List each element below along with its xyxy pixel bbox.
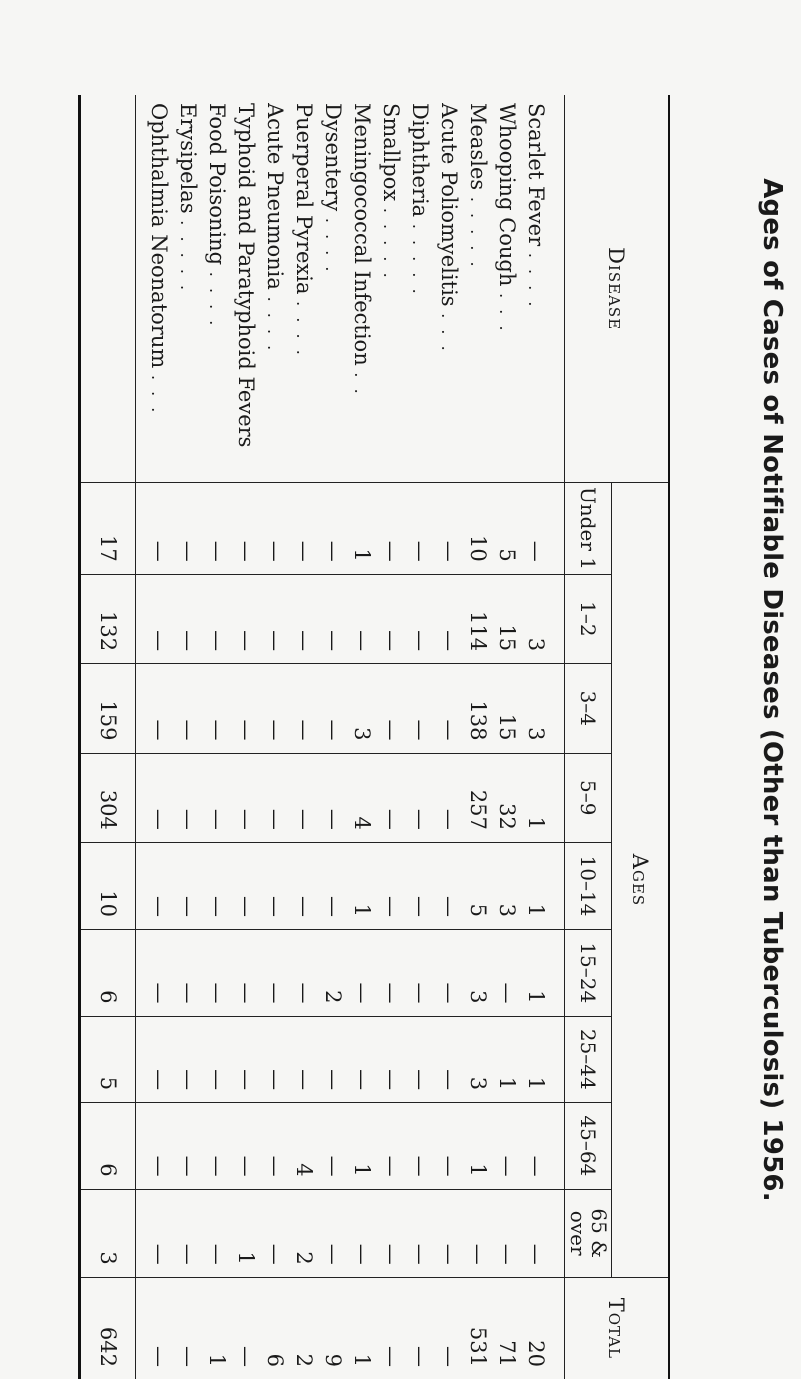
case-count-cell: — (437, 630, 461, 652)
case-count-cell: 1 (466, 1163, 490, 1177)
case-count-cell: — (379, 1069, 403, 1091)
grand-total: 642 (80, 1277, 136, 1379)
case-count-cell: — (234, 896, 258, 917)
age-1-2-column (136, 574, 565, 663)
case-count-cell: — (408, 808, 432, 830)
case-count-cell: — (379, 808, 403, 830)
case-count-cell: — (321, 1243, 345, 1265)
case-count-cell: — (147, 630, 171, 652)
age-header-15-24: 15–24 (565, 930, 612, 1017)
age-15-24-column (136, 930, 565, 1017)
notifiable-diseases-table-container (78, 95, 670, 1379)
case-count-cell: — (176, 1155, 200, 1177)
disease-name-cell (260, 103, 289, 482)
header-row-top (612, 95, 670, 1379)
disease-name-cell (434, 103, 463, 482)
case-count-cell: — (263, 896, 287, 917)
dot-leader: . . . . . (177, 220, 196, 294)
age-header-1-2: 1–2 (565, 574, 612, 663)
total-45-64: 6 (80, 1103, 136, 1190)
case-count-cell: — (147, 808, 171, 830)
case-count-cell: — (408, 719, 432, 741)
case-count-cell: 1 (350, 903, 374, 917)
case-count-cell: 5 (495, 548, 519, 562)
case-count-cell: — (263, 1243, 287, 1265)
case-count-cell: — (350, 630, 374, 652)
disease-total-cell: — (437, 1346, 461, 1367)
case-count-cell: — (437, 808, 461, 830)
case-count-cell: 1 (495, 1076, 519, 1091)
case-count-cell: — (176, 808, 200, 830)
case-count-cell: — (292, 719, 316, 741)
case-count-cell: — (147, 982, 171, 1004)
case-count-cell: 1 (234, 1251, 258, 1265)
age-header-5-9: 5–9 (565, 753, 612, 842)
disease-total-cell: — (176, 1346, 200, 1367)
disease-total-cell: 1 (205, 1353, 229, 1367)
case-count-cell: 5 (466, 903, 490, 917)
case-count-cell: — (379, 719, 403, 741)
age-header-10-14: 10–14 (565, 842, 612, 929)
case-count-cell: — (437, 1155, 461, 1177)
disease-name-cell (289, 103, 318, 482)
case-count-cell: — (263, 719, 287, 741)
case-count-cell: — (234, 808, 258, 830)
age-45-64-column (136, 1103, 565, 1190)
case-count-cell: — (263, 540, 287, 562)
case-count-cell: 1 (524, 816, 548, 830)
dot-leader: . . . . (264, 296, 283, 354)
disease-name: Smallpox (379, 103, 403, 202)
case-count-cell: — (495, 982, 519, 1004)
case-count-cell: 257 (466, 789, 490, 830)
disease-name: Diphtheria (408, 103, 432, 218)
case-count-cell: — (205, 1155, 229, 1177)
case-count-cell: — (437, 1243, 461, 1265)
disease-name: Scarlet Fever (524, 103, 548, 247)
total-65-over: 3 (80, 1189, 136, 1277)
case-count-cell: — (321, 1155, 345, 1177)
case-count-cell: — (292, 540, 316, 562)
case-count-cell: — (379, 896, 403, 917)
dot-leader: . . . . (525, 252, 544, 310)
case-count-cell: — (263, 1069, 287, 1091)
disease-total-cell: 20 (524, 1340, 548, 1367)
case-count-cell: 4 (292, 1163, 316, 1177)
age-header-45-64: 45–64 (565, 1103, 612, 1190)
case-count-cell: 1 (350, 548, 374, 562)
dot-leader: . . . . . (467, 196, 486, 270)
case-count-cell: — (379, 540, 403, 562)
case-count-cell: — (524, 1155, 548, 1177)
age-65-over-column (136, 1189, 565, 1277)
disease-name-cell (318, 103, 347, 482)
disease-name-cell (144, 103, 173, 482)
case-count-cell: — (292, 808, 316, 830)
case-count-cell: — (379, 630, 403, 652)
case-count-cell: — (147, 1243, 171, 1265)
total-25-44: 5 (80, 1016, 136, 1103)
dot-leader: . . . . (206, 271, 225, 329)
disease-name-cell (492, 103, 521, 482)
case-count-cell: — (524, 540, 548, 562)
total-under-1: 17 (80, 483, 136, 574)
case-count-cell: — (408, 982, 432, 1004)
disease-name-cell (231, 103, 260, 482)
disease-name-cell (202, 103, 231, 482)
case-count-cell: — (147, 1155, 171, 1177)
case-count-cell: — (263, 982, 287, 1004)
total-3-4: 159 (80, 664, 136, 753)
case-count-cell: — (205, 719, 229, 741)
case-count-cell: — (147, 719, 171, 741)
case-count-cell: — (234, 1155, 258, 1177)
disease-name: Food Poisoning (205, 103, 229, 266)
case-count-cell: 32 (495, 803, 519, 830)
disease-name-cell (347, 103, 376, 482)
dot-leader: . . . (438, 313, 457, 354)
case-count-cell: — (147, 540, 171, 562)
case-count-cell: — (437, 1069, 461, 1091)
case-count-cell: — (379, 982, 403, 1004)
disease-name-cell (463, 103, 492, 482)
case-count-cell: — (292, 896, 316, 917)
case-count-cell: — (263, 808, 287, 830)
case-count-cell: — (176, 630, 200, 652)
case-count-cell: 2 (321, 990, 345, 1004)
case-count-cell: — (524, 1243, 548, 1265)
case-count-cell: — (292, 630, 316, 652)
case-count-cell: 1 (524, 990, 548, 1004)
case-count-cell: — (437, 719, 461, 741)
case-count-cell: — (292, 1069, 316, 1091)
age-25-44-column (136, 1016, 565, 1103)
case-count-cell: 15 (495, 713, 519, 741)
case-count-cell: — (205, 808, 229, 830)
case-count-cell: 2 (292, 1251, 316, 1265)
case-count-cell: — (321, 1069, 345, 1091)
case-count-cell: — (495, 1155, 519, 1177)
case-count-cell: — (408, 540, 432, 562)
case-count-cell: — (408, 630, 432, 652)
disease-name: Ophthalmia Neonatorum (147, 103, 171, 369)
case-count-cell: — (176, 982, 200, 1004)
case-count-cell: 114 (466, 611, 490, 652)
disease-names-column (136, 95, 565, 483)
disease-name: Puerperal Pyrexia (292, 103, 316, 295)
disease-name: Measles (466, 103, 490, 191)
age-header-65-over: 65 & over (565, 1189, 612, 1277)
disease-total-cell: 2 (292, 1353, 316, 1367)
dot-leader: . . . . (322, 217, 341, 275)
case-count-cell: — (234, 719, 258, 741)
case-count-cell: — (263, 630, 287, 652)
case-count-cell: 1 (524, 1076, 548, 1091)
age-3-4-column (136, 664, 565, 753)
age-5-9-column (136, 753, 565, 842)
case-count-cell: — (234, 1069, 258, 1091)
dot-leader: . . . (148, 374, 167, 416)
case-count-cell: — (147, 1069, 171, 1091)
case-count-cell: 3 (466, 990, 490, 1004)
disease-name: Acute Pneumonia (263, 103, 287, 290)
case-count-cell: — (234, 982, 258, 1004)
case-count-cell: 3 (350, 727, 374, 741)
age-header-3-4: 3–4 (565, 664, 612, 753)
case-count-cell: — (263, 1155, 287, 1177)
total-10-14: 10 (80, 842, 136, 929)
case-count-cell: — (176, 719, 200, 741)
case-count-cell: — (205, 982, 229, 1004)
case-count-cell: — (205, 896, 229, 917)
total-1-2: 132 (80, 574, 136, 663)
case-count-cell: — (379, 1155, 403, 1177)
disease-body-row (136, 95, 565, 1379)
totals-label-cell (80, 95, 136, 483)
disease-name: Typhoid and Paratyphoid Fevers (234, 103, 258, 448)
case-count-cell: 10 (466, 534, 490, 562)
case-count-cell: — (147, 896, 171, 917)
total-15-24: 6 (80, 930, 136, 1017)
case-count-cell: — (176, 896, 200, 917)
case-count-cell: — (437, 540, 461, 562)
case-count-cell: 3 (495, 903, 519, 917)
case-count-cell: — (437, 982, 461, 1004)
disease-total-cell: — (147, 1346, 171, 1367)
disease-total-cell: — (408, 1346, 432, 1367)
case-count-cell: — (408, 896, 432, 917)
case-count-cell: — (205, 1243, 229, 1265)
disease-name: Meningococcal Infection (350, 103, 374, 366)
disease-name: Erysipelas (176, 103, 200, 214)
disease-name: Whooping Cough (495, 103, 519, 287)
case-count-cell: 3 (524, 727, 548, 741)
case-count-cell: — (234, 630, 258, 652)
disease-total-cell: 9 (321, 1353, 345, 1367)
case-count-cell: — (205, 1069, 229, 1091)
total-column (136, 1277, 565, 1379)
ages-group-header: Ages (612, 483, 670, 1278)
under-1-column (136, 483, 565, 574)
case-count-cell: — (350, 1243, 374, 1265)
disease-total-cell: 6 (263, 1353, 287, 1367)
case-count-cell: 3 (466, 1076, 490, 1091)
case-count-cell: — (408, 1069, 432, 1091)
case-count-cell: 4 (350, 816, 374, 830)
case-count-cell: — (205, 630, 229, 652)
case-count-cell: — (321, 540, 345, 562)
case-count-cell: — (321, 719, 345, 741)
dot-leader: . . (351, 372, 370, 397)
case-count-cell: — (408, 1155, 432, 1177)
case-count-cell: 3 (524, 637, 548, 652)
case-count-cell: — (466, 1243, 490, 1265)
dot-leader: . . . (496, 293, 515, 334)
age-header-25-44: 25–44 (565, 1016, 612, 1103)
case-count-cell: 15 (495, 624, 519, 652)
case-count-cell: — (176, 1243, 200, 1265)
case-count-cell: 138 (466, 700, 490, 741)
case-count-cell: — (176, 540, 200, 562)
disease-total-cell: — (379, 1346, 403, 1367)
disease-name-cell (521, 103, 550, 482)
case-count-cell: — (379, 1243, 403, 1265)
disease-total-cell: 71 (495, 1340, 519, 1367)
disease-name-cell (173, 103, 202, 482)
case-count-cell: — (321, 630, 345, 652)
case-count-cell: — (495, 1243, 519, 1265)
dot-leader: . . . . . (409, 223, 428, 297)
totals-row (80, 95, 136, 1379)
disease-column-header: Disease (565, 95, 670, 483)
age-header-under-1: Under 1 (565, 483, 612, 574)
disease-name: Acute Poliomyelitis (437, 103, 461, 307)
case-count-cell: — (350, 1069, 374, 1091)
age-10-14-column (136, 842, 565, 929)
document-title: Ages of Cases of Notifiable Diseases (Other than Tuberculosis) 1956. (757, 178, 787, 1202)
dot-leader: . . . . (293, 301, 312, 358)
notifiable-diseases-table (78, 95, 670, 1379)
disease-name: Dysentery (321, 103, 345, 212)
disease-name-cell (405, 103, 434, 482)
disease-name-cell (376, 103, 405, 482)
disease-total-cell: 1 (350, 1353, 374, 1367)
disease-total-cell: — (234, 1346, 258, 1367)
case-count-cell: — (321, 896, 345, 917)
case-count-cell: — (176, 1069, 200, 1091)
case-count-cell: — (437, 896, 461, 917)
case-count-cell: — (205, 540, 229, 562)
disease-total-cell: 531 (466, 1326, 490, 1367)
case-count-cell: — (234, 540, 258, 562)
case-count-cell: 1 (524, 903, 548, 917)
case-count-cell: — (292, 982, 316, 1004)
dot-leader: . . . . . (380, 207, 399, 281)
case-count-cell: — (350, 982, 374, 1004)
total-5-9: 304 (80, 753, 136, 842)
case-count-cell: — (321, 808, 345, 830)
case-count-cell: 1 (350, 1163, 374, 1177)
total-column-header: Total (565, 1277, 670, 1379)
case-count-cell: — (408, 1243, 432, 1265)
